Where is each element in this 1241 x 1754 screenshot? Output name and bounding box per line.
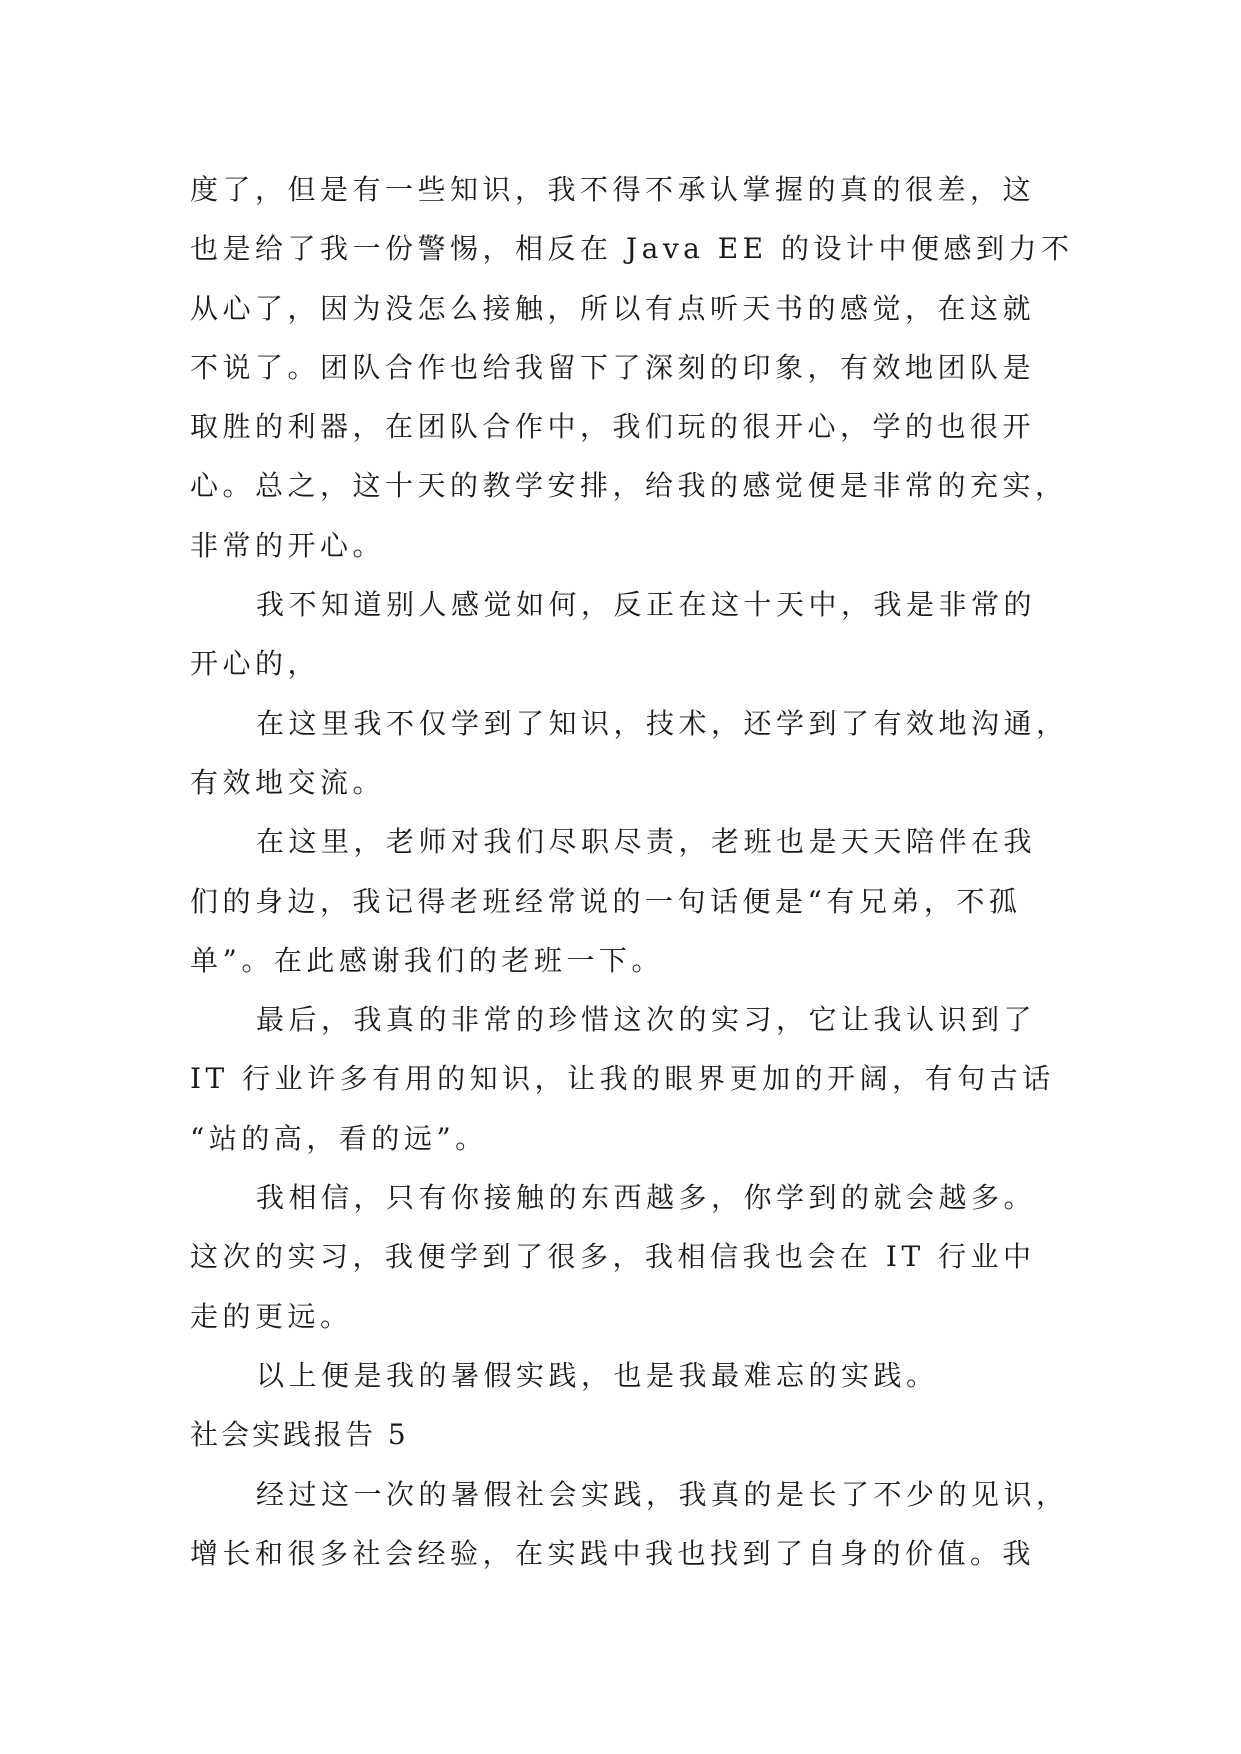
paragraph-first-line: 以上便是我的暑假实践，也是我最难忘的实践。 xyxy=(256,1358,939,1392)
text-line: 取胜的利器，在团队合作中，我们玩的很开心，学的也很开 xyxy=(190,410,1036,444)
section-heading: 社会实践报告 5 xyxy=(190,1418,409,1452)
document-body xyxy=(190,160,1074,1583)
paragraph-first-line: 在这里，老师对我们尽职尽责，老班也是天天陪伴在我 xyxy=(256,825,1037,859)
text-line: 这次的实习，我便学到了很多，我相信我也会在 IT 行业中 xyxy=(190,1240,1036,1274)
text-line: 们的身边，我记得老班经常说的一句话便是“有兄弟，不孤 xyxy=(190,884,1022,918)
text-line: 开心的， xyxy=(190,647,321,681)
text-line: 增长和很多社会经验，在实践中我也找到了自身的价值。我 xyxy=(190,1536,1036,1570)
paragraph-first-line: 经过这一次的暑假社会实践，我真的是长了不少的见识， xyxy=(256,1477,1069,1511)
text-line: 心。总之，这十天的教学安排，给我的感觉便是非常的充实， xyxy=(190,469,1068,503)
text-line: IT 行业许多有用的知识，让我的眼界更加的开阔，有句古话 xyxy=(190,1062,1055,1096)
text-line: 有效地交流。 xyxy=(190,765,386,799)
text-line: 度了，但是有一些知识，我不得不承认掌握的真的很差，这 xyxy=(190,173,1036,206)
text-line: 也是给了我一份警惕，相反在 Java EE 的设计中便感到力不 xyxy=(190,232,1074,266)
text-line: “站的高，看的远”。 xyxy=(190,1121,488,1155)
text-line: 走的更远。 xyxy=(190,1299,353,1333)
text-line: 非常的开心。 xyxy=(190,528,386,562)
paragraph-first-line: 我相信，只有你接触的东西越多，你学到的就会越多。 xyxy=(256,1181,1037,1215)
text-line: 不说了。团队合作也给我留下了深刻的印象，有效地团队是 xyxy=(190,350,1036,384)
text-line: 从心了，因为没怎么接触，所以有点听天书的感觉，在这就 xyxy=(190,291,1036,325)
paragraph-first-line: 我不知道别人感觉如何，反正在这十天中，我是非常的 xyxy=(256,588,1037,622)
paragraph-first-line: 在这里我不仅学到了知识，技术，还学到了有效地沟通， xyxy=(256,706,1069,740)
text-line: 单”。在此感谢我们的老班一下。 xyxy=(190,943,664,977)
paragraph-first-line: 最后，我真的非常的珍惜这次的实习，它让我认识到了 xyxy=(256,1003,1037,1037)
